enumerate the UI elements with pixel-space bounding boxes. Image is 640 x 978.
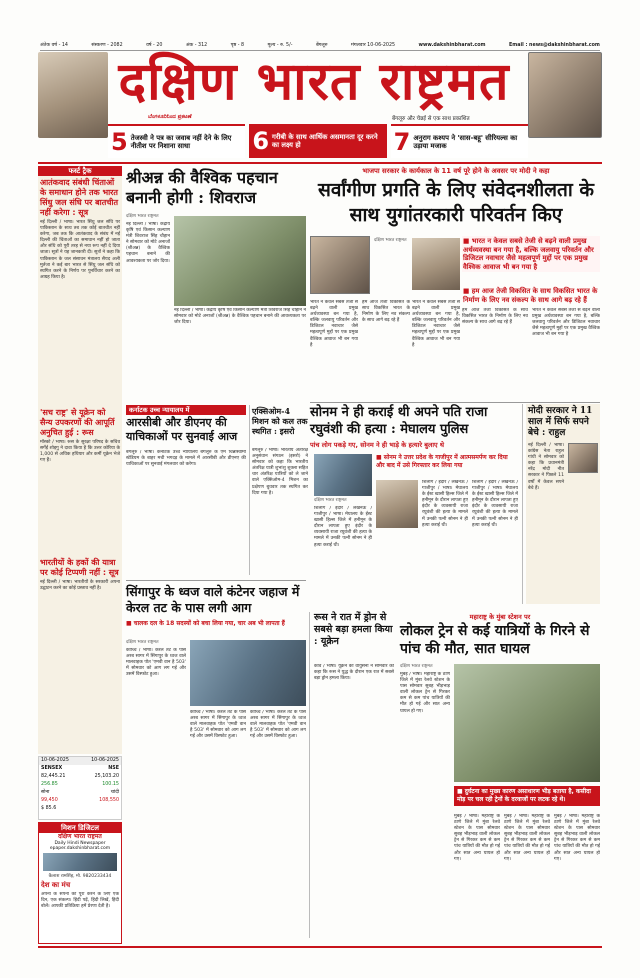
russia-body: कीव / भाषा। यूक्रेन की वायुसेना ने सोमवार को कहा कि रूस ने युद्ध के दौरान एक रात में सबसे बड़ा ड्रोन हमला किया।: [314, 664, 394, 682]
singapore-bullet-icon: ■: [126, 620, 134, 627]
teaser-1-text: तेजस्वी ने पत्र का जवाब नहीं देने के लिए नीतीश पर निशाना साधा: [130, 134, 232, 150]
teaser-2[interactable]: [249, 124, 386, 158]
singapore-headline[interactable]: सिंगापुर के ध्वज वाले कंटेनर जहाज में केरल तट के पास लगी आग: [126, 584, 300, 615]
year: अंतेक वर्ष - 14: [40, 43, 68, 48]
lead-body-2: हम आज तेजी विकसित के साथ विकसित भारत के निर्माण के लिए नव संकल्प के साथ आगे बढ़ रहे हैं: [362, 300, 410, 324]
teaser-2-text: गरीबी के साथ आर्थिक असमानता दूर करने का लक्ष्य हो: [272, 133, 378, 149]
gold-value: 99,450: [41, 798, 58, 803]
singapore-bullet-text: चालक दल के 18 सदस्यों को बचा लिया गया, चार अब भी लापता हैं: [133, 620, 285, 627]
edition: अंक - 312: [185, 43, 208, 48]
ad-message: देश का मंच: [41, 881, 71, 889]
fasttrack-column: [38, 166, 122, 754]
mumbai-body-4: मुंबई / भाषा। महाराष्ट्र के ठाणे जिले में मुंबा रेलवे स्टेशन के पास सोमवार सुबह भीड़भाड़ वाली लोकल ट्रेन से गिरकर कम से कम पांच यात्रियों की मौत हो गई और सात अन्य घायल हो गए।: [554, 814, 600, 862]
lead-byline: दक्षिण भारत राष्ट्रमत: [374, 238, 407, 243]
masthead-tagline-left: ಬೆಂಗಳೂರಿನಿಂದ ಪ್ರಕಟಣೆ: [148, 114, 192, 120]
lead-kicker: भाजपा सरकार के कार्यकाल के 11 वर्ष पूरे होने के अवसर पर मोदी ने कहा: [362, 167, 550, 175]
russia-rule: [309, 612, 310, 938]
lead-body-3: भारत न केवल सबसे तेजी से बढ़ने वाली प्रमुख अर्थव्यवस्था बन गया है, बल्कि जलवायु परिवर्तन और डिजिटल नवाचार जैसे महत्वपूर्ण मुद्दों पर एक प्रमुख वैश्विक आवाज भी बन गया है: [412, 300, 460, 348]
fasttrack-item-2-title[interactable]: 'सच राष्ट्र' से यूक्रेन को सैन्य उपकरणों की आपूर्ति अनुचित हुई : रूस: [40, 408, 115, 437]
ad-photo: [43, 853, 117, 871]
teaser-3[interactable]: [391, 124, 528, 158]
sensex-label: SENSEX: [41, 766, 63, 771]
fasttrack-item-1-title[interactable]: आतंकवाद संबंधी चिंताओं के समाधान होने तक भारत सिंधु जल संधि पर बातचीत नहीं करेगा : सूत्र: [40, 178, 119, 217]
ad-phone: कैलाश रामशिंह, मो. 9820233434: [48, 874, 112, 879]
usd-value: 85.6: [45, 806, 57, 811]
court-headline[interactable]: आरसीबी और डीएनए की याचिकाओं पर सुनवाई आज: [126, 416, 238, 443]
isro-headline[interactable]: एक्सिओम-4 मिशन को कल तक स्थगित : इसरो: [252, 406, 308, 436]
ad-body: अपनों के सपनों को पूरा करने के लिए एक दिन, एक संकल्प। हिंदी पढ़ें, हिंदी लिखें, हिंदी बोलें। आपकी प्रतिक्रिया हमें प्रेरणा देती है।: [41, 892, 119, 910]
teaser-3-num: 7: [393, 128, 411, 156]
singapore-body-3: कोच्चि / भाषा। केरल तट के पास अरब सागर में सिंगापुर के ध्वज वाले मालवाहक पोत 'एमवी वान है 503' में सोमवार को आग लग गई और उसमें विस्फोट हुआ।: [250, 710, 306, 740]
silver-label: चांदी: [110, 790, 119, 795]
court-body: बेंगलूरु / भाषा। कर्नाटक उच्च न्यायालय बेंगलूरु के एम चिन्नास्वामी स्टेडियम के बाहर मची भगदड़ के मामले में आरसीबी और डीएनए की याचिकाओं पर सुनवाई मंगलवार को करेगा।: [126, 450, 246, 468]
lead-photo: [310, 236, 370, 294]
mumbai-bullet: [454, 786, 600, 806]
fasttrack-item-1-body: नई दिल्ली / भाषा। भारत सिंधु जल संधि पर पाकिस्तान के साथ तब तक कोई बातचीत नहीं करेगा, जब तक कि आतंकवाद के संबंध में नई दिल्ली की चिंताओं का समाधान नहीं हो जाता और संधि को पूरी तरह से नया रूप नहीं दे दिया जाता। सूत्रों ने यह जानकारी दी। सूत्रों ने कहा कि पाकिस्तान के जल संसाधन मंत्रालय सैयद अली मुर्तजा ने कई बार भारत से सिंधु जल संधि को स्थगित करने के निर्णय पर पुनर्विचार करने का आग्रह किया है।: [40, 220, 120, 280]
court-kicker: कर्नाटक उच्च न्यायालय में: [126, 405, 246, 415]
shriann-headline[interactable]: श्रीअन्न की वैश्विक पहचान बनानी होगी : शिवराज: [126, 168, 278, 207]
pages: पृष्ठ - 8: [230, 43, 245, 48]
mumbai-kicker: महाराष्ट्र के मुंबा स्टेशन पर: [469, 613, 531, 621]
silver-value: 108,550: [99, 798, 119, 803]
sonam-sidebar-text: सोनम ने उत्तर प्रदेश के गाजीपुर में आत्मसमर्पण कर दिया और बाद में उसे गिरफ्तार कर लिया गया: [376, 454, 508, 469]
mumbai-bullet-icon: ■: [457, 788, 465, 795]
sonam-rule: [310, 402, 600, 403]
lead-body-5: भारत न केवल सबसे तेजी से बढ़ने वाली प्रमुख अर्थव्यवस्था बन गया है, बल्कि जलवायु परिवर्तन और डिजिटल नवाचार जैसे महत्वपूर्ण मुद्दों पर एक प्रमुख वैश्विक आवाज भी बन गया है: [532, 308, 600, 338]
singapore-body-1: कोच्चि / भाषा। केरल तट के पास अरब सागर में सिंगापुर के ध्वज वाले मालवाहक पोत 'एमवी वान है 503' में सोमवार को आग लग गई और उसमें विस्फोट हुआ।: [126, 648, 186, 678]
mumbai-photo: [454, 664, 600, 782]
singapore-bullet: [126, 620, 306, 628]
date: मंगलवार 10-06-2025: [350, 43, 396, 48]
teaser-2-num: 6: [252, 127, 270, 155]
mumbai-body-2: मुंबई / भाषा। महाराष्ट्र के ठाणे जिले में मुंबा रेलवे स्टेशन के पास सोमवार सुबह भीड़भाड़ वाली लोकल ट्रेन से गिरकर कम से कम पांच यात्रियों की मौत हो गई और सात अन्य घायल हो गए।: [454, 814, 500, 862]
singapore-photo: [190, 640, 306, 706]
shriann-photo: [174, 216, 306, 306]
sonam-body-2: शिलांग / इंदौर / लखनऊ / गाजीपुर / भाषा। मेघालय के ईस्ट खासी हिल्स जिले में हनीमून के दौरान लापता हुए इंदौर के व्यवसायी राजा रघुवंशी की हत्या के मामले में उनकी पत्नी सोनम ने ही हत्या कराई थी।: [422, 480, 468, 528]
gold-label: सोना: [41, 790, 50, 795]
sonam-photo: [314, 454, 372, 496]
ad-contact: epaper.dakshinbharat.com: [49, 846, 111, 851]
masthead-title: दक्षिण भारत राष्ट्रमत: [118, 51, 510, 112]
masthead-tagline-right: बेंगलूरु और चेन्नई से एक साथ प्रकाशित: [392, 116, 470, 122]
sonam-subhead: पांच लोग पकड़े गए, सोनम ने ही भाड़े के हत्यारे बुलाए थे: [310, 441, 445, 449]
singapore-body-2: कोच्चि / भाषा। केरल तट के पास अरब सागर में सिंगापुर के ध्वज वाले मालवाहक पोत 'एमवी वान है 503' में सोमवार को आग लग गई और उसमें विस्फोट हुआ।: [190, 710, 246, 740]
singapore-byline: दक्षिण भारत राष्ट्रमत: [126, 640, 159, 645]
lead-body-1: भारत न केवल सबसे तेजी से बढ़ने वाली प्रमुख अर्थव्यवस्था बन गया है, बल्कि जलवायु परिवर्तन और डिजिटल नवाचार जैसे महत्वपूर्ण मुद्दों पर एक प्रमुख वैश्विक आवाज भी बन गया है: [310, 300, 358, 348]
lead-bullet-2-text: हम आज तेजी विकसित के साथ विकसित भारत के निर्माण के लिए नव संकल्प के साथ आगे बढ़ रहे हैं: [463, 287, 598, 304]
issue: संस्करण - 2082: [91, 43, 123, 48]
russia-headline[interactable]: रूस ने रात में ड्रोन से सबसे बड़ा हमला किया : यूक्रेन: [314, 612, 393, 647]
lead-bullet-1: [462, 236, 600, 272]
sonam-photo-2: [376, 480, 418, 528]
shriann-byline: दक्षिण भारत राष्ट्रमत: [126, 214, 159, 219]
mumbai-byline: दक्षिण भारत राष्ट्रमत: [400, 664, 433, 669]
footer-rule: [38, 946, 602, 948]
bullet-icon-2: ■: [463, 287, 472, 295]
mumbai-body-1: मुंबई / भाषा। महाराष्ट्र के ठाणे जिले में मुंबा रेलवे स्टेशन के पास सोमवार सुबह भीड़भाड़ वाली लोकल ट्रेन से गिरकर कम से कम पांच यात्रियों की मौत हो गई और सात अन्य घायल हो गए।: [400, 672, 450, 714]
fasttrack-item-2-body: मॉस्को / भाषा। रूस के सुरक्षा परिषद के सचिव सर्गेई शोइगु ने दावा किया है कि उत्तर कोरिया के 1,000 से अधिक हथियार और कर्मी यूक्रेन भेजे गए हैं।: [40, 440, 120, 464]
ad-paper: दक्षिण भारत राष्ट्रमत: [58, 833, 102, 840]
mumbai-body-3: मुंबई / भाषा। महाराष्ट्र के ठाणे जिले में मुंबा रेलवे स्टेशन के पास सोमवार सुबह भीड़भाड़ वाली लोकल ट्रेन से गिरकर कम से कम पांच यात्रियों की मौत हो गई और सात अन्य घायल हो गए।: [504, 814, 550, 862]
market-date-1: 10-06-2025: [41, 758, 69, 763]
mumbai-headline[interactable]: लोकल ट्रेन से कई यात्रियों के गिरने से पांच की मौत, सात घायल: [400, 623, 590, 657]
ad-header: मिशन डिजिटल: [39, 823, 121, 833]
lead-headline[interactable]: सर्वांगीण प्रगति के लिए संवेदनशीलता के साथ युगांतरकारी परिवर्तन किए: [317, 179, 595, 226]
lead-bullet-2: [462, 286, 600, 305]
mumbai-bullet-text: दुर्घटना का मुख्य कारण असाधारण भीड़ बताया है, कसीदा मोड़ पर चल रही ट्रेनों के दरवाजों पर लटक रहे थे।: [457, 788, 591, 803]
ad-box[interactable]: [38, 822, 122, 944]
sonam-byline: दक्षिण भारत राष्ट्रमत: [314, 498, 347, 503]
sonam-sidebar: [376, 454, 518, 470]
nse-label: NSE: [108, 766, 119, 771]
shriann-body: नई दिल्ली / भाषा। केंद्रीय कृषि एवं किसान कल्याण मंत्री शिवराज सिंह चौहान ने सोमवार को मोटे अनाजों (श्रीअन्न) के वैश्विक पहचान बनाने की आवश्यकता पर जोर दिया।: [174, 308, 306, 326]
lead-body-4: हम आज तेजी विकसित के साथ विकसित भारत के निर्माण के लिए नव संकल्प के साथ आगे बढ़ रहे हैं: [462, 308, 528, 326]
lead-photo-2: [412, 238, 460, 290]
nse-value: 25,103.20: [94, 774, 119, 779]
nse-change: 100.15: [102, 782, 119, 787]
markets-box: 10-06-2025 10-06-2025 SENSEX NSE 82,445.21 25,103.20 256.85 100.15 सोना चांदी 99,450 108,550 $ 85.6: [38, 756, 122, 820]
website[interactable]: www.dakshinbharat.com: [418, 43, 486, 48]
teaser-3-text: अनुराग कश्यप ने 'सास-बहू' सीरियल्स का उड़ाया मजाक: [413, 134, 518, 150]
sonam-body-1: शिलांग / इंदौर / लखनऊ / गाजीपुर / भाषा। मेघालय के ईस्ट खासी हिल्स जिले में हनीमून के दौरान लापता हुए इंदौर के व्यवसायी राजा रघुवंशी की हत्या के मामले में उनकी पत्नी सोनम ने ही हत्या कराई थी।: [314, 506, 372, 548]
sensex-value: 82,445.21: [41, 774, 66, 779]
isro-rule: [249, 405, 250, 575]
sonam-body-3: शिलांग / इंदौर / लखनऊ / गाजीपुर / भाषा। मेघालय के ईस्ट खासी हिल्स जिले में हनीमून के दौरान लापता हुए इंदौर के व्यवसायी राजा रघुवंशी की हत्या के मामले में उनकी पत्नी सोनम ने ही हत्या कराई थी।: [472, 480, 518, 528]
teaser-1[interactable]: [108, 124, 245, 158]
modi-body: नई दिल्ली / भाषा। कांग्रेस नेता राहुल गांधी ने सोमवार को कहा कि प्रधानमंत्री नरेंद्र मोदी नीत सरकार ने पिछले 11 वर्षों में केवल सपने बेचे हैं।: [528, 443, 564, 491]
modi-headline[interactable]: मोदी सरकार ने 11 साल में सिर्फ सपने बेचे : राहुल: [528, 406, 593, 438]
sonam-headline[interactable]: सोनम ने ही कराई थी अपने पति राजा रघुवंशी की हत्या : मेघालय पुलिस: [310, 405, 488, 437]
masthead-rule: [38, 162, 602, 164]
ad-subtitle: Daily Hindi Newspaper: [54, 841, 106, 846]
isro-body: बेंगलूरु / भाषा। भारतीय अंतरिक्ष अनुसंधान संगठन (इसरो) ने सोमवार को कहा कि भारतीय अंतरिक्ष यात्री शुभांशु शुक्ला सहित चार अंतरिक्ष यात्रियों को ले जाने वाले एक्सिओम-4 मिशन का प्रक्षेपण बुधवार तक स्थगित कर दिया गया है।: [252, 448, 308, 496]
fasttrack-header: फर्स्ट ट्रैक: [38, 166, 122, 176]
email[interactable]: Email : news@dakshinbharat.com: [508, 43, 600, 48]
bullet-icon-1: ■: [463, 237, 472, 245]
market-date-2: 10-06-2025: [91, 758, 119, 763]
teaser-1-num: 5: [111, 128, 128, 156]
lead-bullet-1-text: भारत न केवल सबसे तेजी से बढ़ने वाली प्रमुख अर्थव्यवस्था बन गया है, बल्कि जलवायु परिवर्तन और डिजिटल नवाचार जैसे महत्वपूर्ण मुद्दों पर एक प्रमुख वैश्विक आवाज भी बन गया है: [463, 237, 594, 271]
price: मूल्य - रु. 5/-: [267, 43, 293, 48]
fasttrack-item-3-title[interactable]: भारतीयों के हकों की यात्रा पर कोई टिप्पणी नहीं : सूत्र: [40, 558, 119, 577]
teaser-strip: [108, 124, 528, 158]
modi-rule: [522, 404, 523, 604]
modi-box: [526, 404, 600, 604]
fasttrack-item-3-body: नई दिल्ली / भाषा। भारतीयों के सरकारी अपना उद्घाटन करने का कोई प्रस्ताव नहीं है।: [40, 580, 120, 592]
vol: वर्ष - 20: [146, 43, 163, 48]
sonam-bullet-icon: ■: [376, 454, 384, 461]
singapore-rule: [126, 580, 306, 581]
city: बेंगलूरु: [315, 43, 328, 48]
modi-photo: [568, 443, 598, 473]
shriann-dateline: नई दिल्ली / भाषा। केंद्रीय कृषि एवं किसान कल्याण मंत्री शिवराज सिंह चौहान ने सोमवार को मोटे अनाजों (श्रीअन्न) के वैश्विक पहचान बनाने की आवश्यकता पर जोर दिया।: [126, 222, 170, 264]
sensex-change: 256.85: [41, 782, 58, 787]
